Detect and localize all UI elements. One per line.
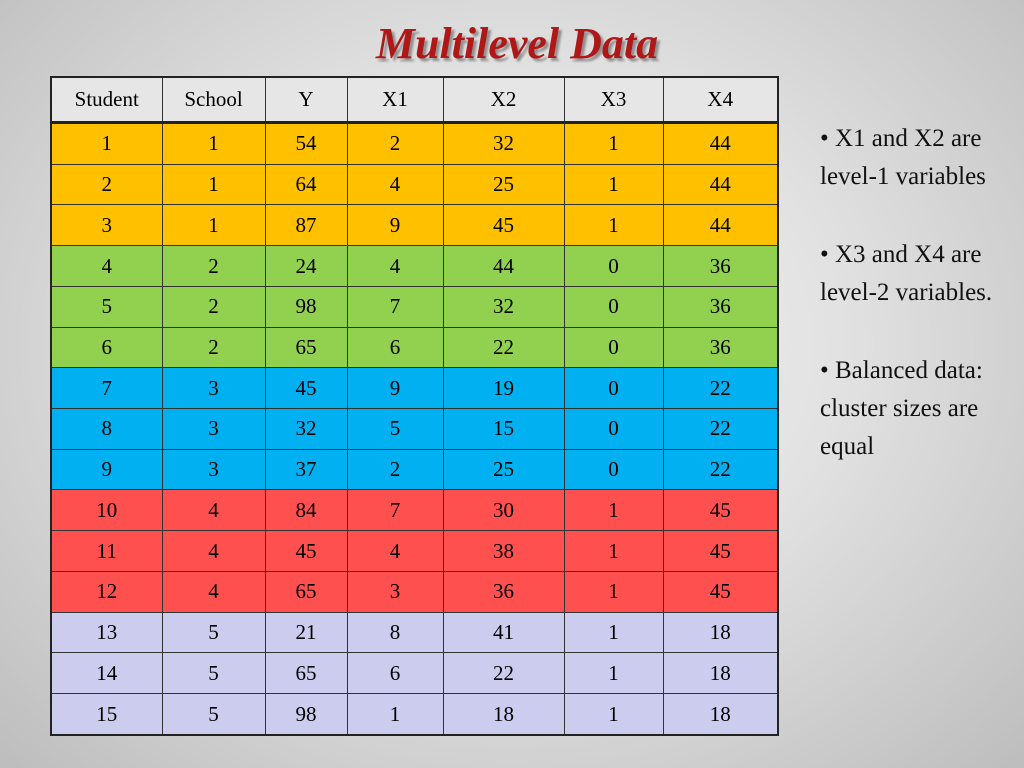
table-row <box>51 164 778 205</box>
header-y: Y <box>265 77 347 123</box>
cell-x2: 25 <box>443 164 564 205</box>
cell-x4: 22 <box>663 409 778 450</box>
cell-x1: 9 <box>347 205 443 246</box>
cell-x3: 0 <box>564 286 663 327</box>
cell-x4: 44 <box>663 205 778 246</box>
cell-x3: 1 <box>564 164 663 205</box>
cell-x2: 22 <box>443 653 564 694</box>
cell-x3: 1 <box>564 694 663 735</box>
cell-student: 15 <box>51 694 162 735</box>
table-row <box>51 368 778 409</box>
multilevel-data-table <box>50 76 779 736</box>
cell-x2: 32 <box>443 123 564 165</box>
table-body <box>51 123 778 736</box>
table-row <box>51 123 778 165</box>
cell-x4: 36 <box>663 327 778 368</box>
cell-x1: 8 <box>347 612 443 653</box>
cell-x1: 5 <box>347 409 443 450</box>
cell-x2: 38 <box>443 531 564 572</box>
cell-y: 65 <box>265 327 347 368</box>
cell-student: 10 <box>51 490 162 531</box>
cell-x1: 7 <box>347 286 443 327</box>
cell-student: 7 <box>51 368 162 409</box>
cell-x4: 44 <box>663 164 778 205</box>
table-row <box>51 246 778 287</box>
cell-y: 64 <box>265 164 347 205</box>
cell-x1: 9 <box>347 368 443 409</box>
cell-y: 84 <box>265 490 347 531</box>
cell-student: 9 <box>51 449 162 490</box>
cell-y: 45 <box>265 368 347 409</box>
cell-x1: 6 <box>347 327 443 368</box>
cell-student: 13 <box>51 612 162 653</box>
cell-student: 14 <box>51 653 162 694</box>
cell-school: 4 <box>162 571 265 612</box>
slide-title: Multilevel Data <box>375 19 659 68</box>
cell-x3: 1 <box>564 205 663 246</box>
cell-x2: 22 <box>443 327 564 368</box>
cell-y: 32 <box>265 409 347 450</box>
cell-y: 87 <box>265 205 347 246</box>
cell-school: 5 <box>162 612 265 653</box>
note-level2: • X3 and X4 are level-2 variables. <box>820 241 993 306</box>
cell-x4: 36 <box>663 246 778 287</box>
header-x3: X3 <box>564 77 663 123</box>
cell-school: 1 <box>162 164 265 205</box>
cell-x3: 0 <box>564 327 663 368</box>
header-x2: X2 <box>443 77 564 123</box>
cell-x2: 32 <box>443 286 564 327</box>
table-row <box>51 327 778 368</box>
cell-x4: 22 <box>663 368 778 409</box>
cell-x2: 30 <box>443 490 564 531</box>
cell-x4: 36 <box>663 286 778 327</box>
cell-x2: 19 <box>443 368 564 409</box>
table-row <box>51 653 778 694</box>
cell-x4: 18 <box>663 694 778 735</box>
cell-x4: 18 <box>663 653 778 694</box>
note-balanced: • Balanced data: cluster sizes are equal <box>820 357 983 460</box>
table-row <box>51 490 778 531</box>
table-row <box>51 286 778 327</box>
cell-school: 3 <box>162 409 265 450</box>
table-row <box>51 409 778 450</box>
cell-school: 2 <box>162 246 265 287</box>
cell-y: 65 <box>265 653 347 694</box>
cell-x2: 45 <box>443 205 564 246</box>
cell-x3: 0 <box>564 409 663 450</box>
table-row <box>51 571 778 612</box>
cell-school: 4 <box>162 490 265 531</box>
cell-x2: 15 <box>443 409 564 450</box>
cell-x1: 4 <box>347 164 443 205</box>
cell-x1: 2 <box>347 123 443 165</box>
cell-student: 4 <box>51 246 162 287</box>
cell-x4: 22 <box>663 449 778 490</box>
cell-y: 98 <box>265 694 347 735</box>
cell-x1: 6 <box>347 653 443 694</box>
cell-student: 5 <box>51 286 162 327</box>
cell-y: 54 <box>265 123 347 165</box>
cell-x3: 1 <box>564 531 663 572</box>
table-row <box>51 449 778 490</box>
cell-y: 45 <box>265 531 347 572</box>
cell-school: 2 <box>162 327 265 368</box>
cell-school: 1 <box>162 205 265 246</box>
cell-x3: 1 <box>564 612 663 653</box>
cell-x3: 1 <box>564 571 663 612</box>
cell-school: 1 <box>162 123 265 165</box>
table-header-row <box>51 77 778 123</box>
cell-x1: 4 <box>347 531 443 572</box>
cell-y: 37 <box>265 449 347 490</box>
cell-x4: 18 <box>663 612 778 653</box>
cell-student: 3 <box>51 205 162 246</box>
cell-school: 3 <box>162 449 265 490</box>
cell-x4: 45 <box>663 490 778 531</box>
cell-student: 6 <box>51 327 162 368</box>
cell-x4: 45 <box>663 571 778 612</box>
cell-x2: 18 <box>443 694 564 735</box>
cell-school: 5 <box>162 694 265 735</box>
cell-school: 2 <box>162 286 265 327</box>
cell-school: 3 <box>162 368 265 409</box>
notes-panel <box>820 120 1010 466</box>
cell-x1: 7 <box>347 490 443 531</box>
cell-x2: 25 <box>443 449 564 490</box>
cell-x4: 45 <box>663 531 778 572</box>
header-x4: X4 <box>663 77 778 123</box>
header-student: Student <box>51 77 162 123</box>
cell-student: 8 <box>51 409 162 450</box>
cell-y: 98 <box>265 286 347 327</box>
cell-school: 4 <box>162 531 265 572</box>
cell-x1: 2 <box>347 449 443 490</box>
table-row <box>51 531 778 572</box>
cell-y: 65 <box>265 571 347 612</box>
cell-school: 5 <box>162 653 265 694</box>
cell-x2: 44 <box>443 246 564 287</box>
cell-y: 21 <box>265 612 347 653</box>
cell-x2: 36 <box>443 571 564 612</box>
cell-x1: 1 <box>347 694 443 735</box>
cell-x3: 1 <box>564 123 663 165</box>
cell-x1: 4 <box>347 246 443 287</box>
cell-x4: 44 <box>663 123 778 165</box>
cell-x3: 1 <box>564 653 663 694</box>
table-row <box>51 205 778 246</box>
cell-student: 1 <box>51 123 162 165</box>
cell-x1: 3 <box>347 571 443 612</box>
cell-student: 2 <box>51 164 162 205</box>
header-x1: X1 <box>347 77 443 123</box>
cell-x3: 0 <box>564 368 663 409</box>
cell-x2: 41 <box>443 612 564 653</box>
cell-x3: 0 <box>564 449 663 490</box>
cell-x3: 1 <box>564 490 663 531</box>
cell-student: 11 <box>51 531 162 572</box>
cell-student: 12 <box>51 571 162 612</box>
table-row <box>51 694 778 735</box>
note-level1: • X1 and X2 are level-1 variables <box>820 125 986 190</box>
cell-y: 24 <box>265 246 347 287</box>
header-school: School <box>162 77 265 123</box>
table-row <box>51 612 778 653</box>
cell-x3: 0 <box>564 246 663 287</box>
